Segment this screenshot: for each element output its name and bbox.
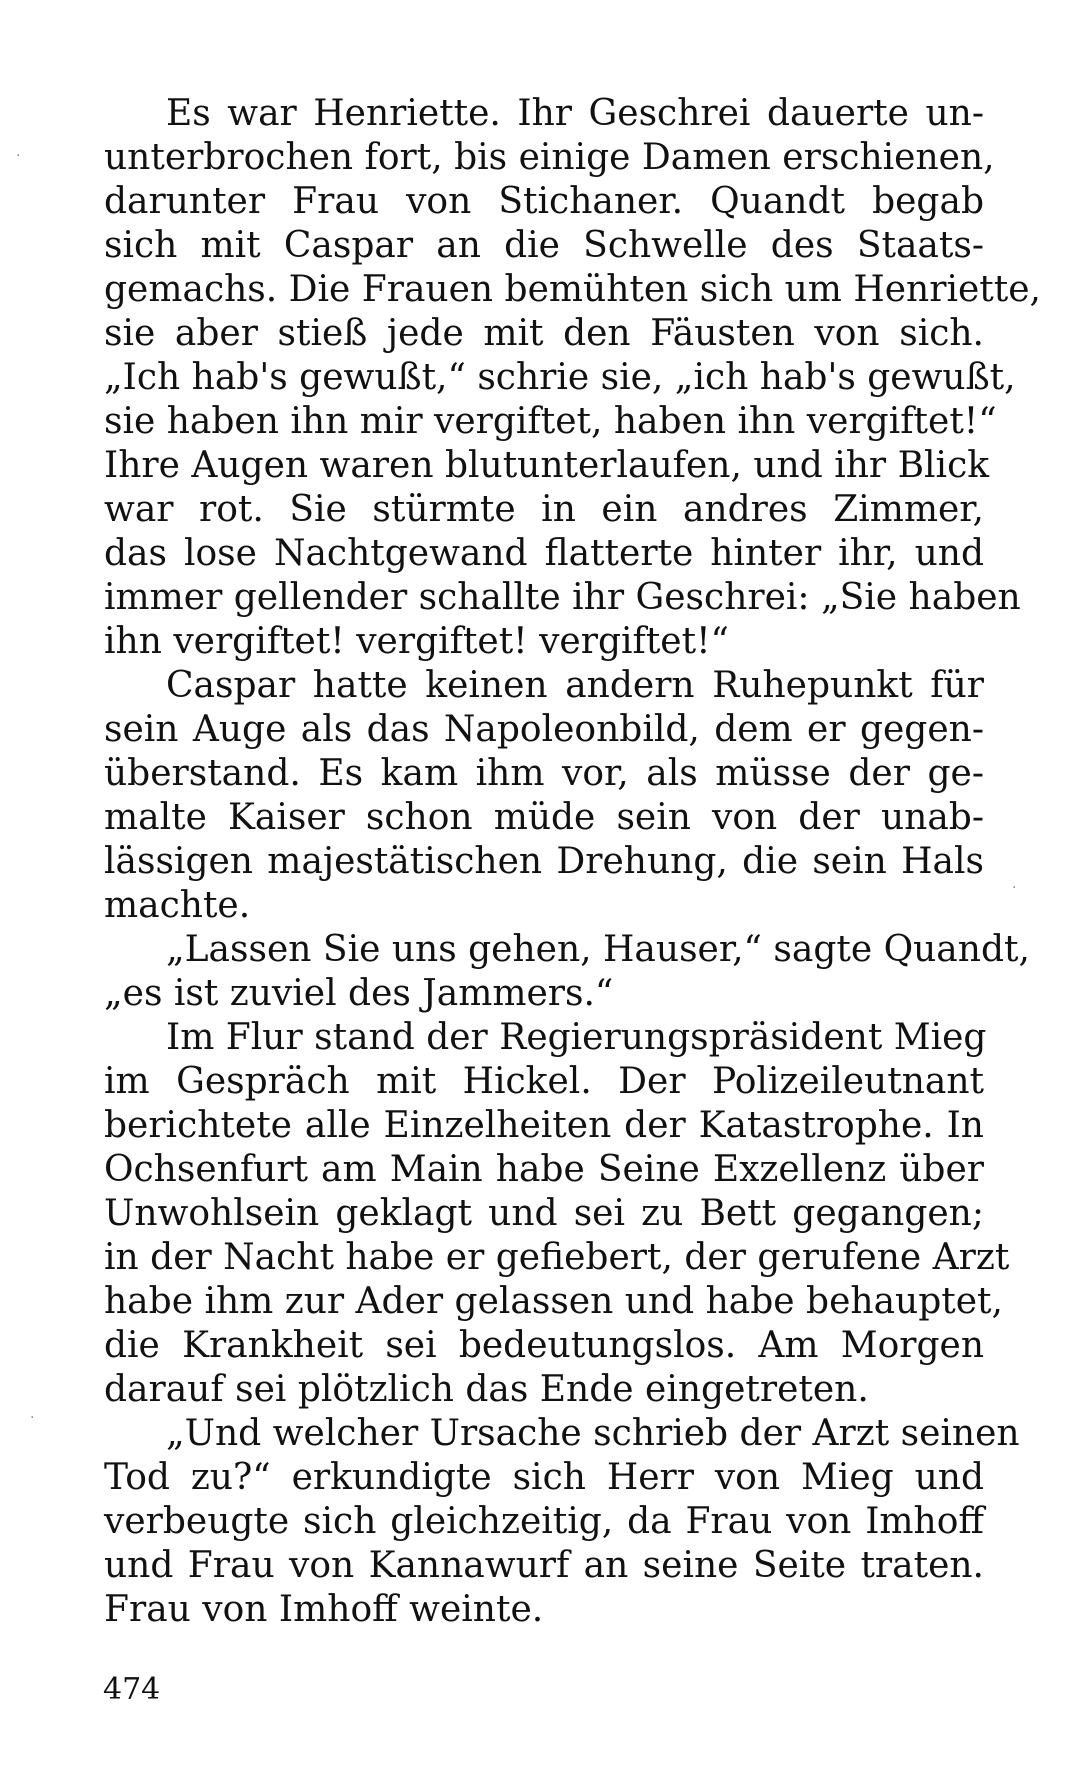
- text-line: Caspar hatte keinen andern Ruhepunkt für: [166, 665, 984, 706]
- text-line: in der Nacht habe er gefiebert, der gerufene Arzt: [104, 1237, 1010, 1278]
- text-line: Im Flur stand der Regierungspräsident Mieg: [166, 1017, 987, 1058]
- text-line: verbeugte sich gleichzeitig, da Frau von Imhoff: [104, 1501, 984, 1542]
- text-line: im Gespräch mit Hickel. Der Polizeileutnant: [104, 1061, 984, 1102]
- text-line: Ihre Augen waren blutunterlaufen, und ihr Blick: [104, 445, 990, 486]
- text-line: sie aber stieß jede mit den Fäusten von sich.: [104, 313, 984, 354]
- text-line: ihn vergiftet! vergiftet! vergiftet!“: [104, 621, 729, 662]
- scan-speck: ·: [30, 1410, 35, 1426]
- text-line: „Ich hab's gewußt,“ schrie sie, „ich hab's gewußt,: [104, 357, 1016, 398]
- text-line: unterbrochen fort, bis einige Damen erschienen,: [104, 137, 995, 178]
- text-line: machte.: [104, 885, 251, 926]
- text-line: gemachs. Die Frauen bemühten sich um Henriette,: [104, 269, 1041, 310]
- scan-speck: ·: [1012, 880, 1017, 896]
- text-line: immer gellender schallte ihr Geschrei: „Sie haben: [104, 577, 1021, 618]
- text-line: und Frau von Kannawurf an seine Seite traten.: [104, 1545, 984, 1586]
- text-line: war rot. Sie stürmte in ein andres Zimmer,: [104, 489, 984, 530]
- text-line: darauf sei plötzlich das Ende eingetreten.: [104, 1369, 869, 1410]
- text-line: überstand. Es kam ihm vor, als müsse der ge-: [104, 753, 984, 794]
- text-line: Frau von Imhoff weinte.: [104, 1589, 544, 1630]
- text-line: berichtete alle Einzelheiten der Katastrophe. In: [104, 1105, 984, 1146]
- text-line: darunter Frau von Stichaner. Quandt begab: [104, 181, 984, 222]
- text-line: Es war Henriette. Ihr Geschrei dauerte un-: [166, 93, 984, 134]
- page-number: 474: [103, 1672, 161, 1707]
- text-line: Tod zu?“ erkundigte sich Herr von Mieg und: [104, 1457, 984, 1498]
- text-line: sie haben ihn mir vergiftet, haben ihn vergiftet!“: [104, 401, 997, 442]
- scan-speck: ·: [16, 148, 21, 164]
- text-line: Unwohlsein geklagt und sei zu Bett gegangen;: [104, 1193, 984, 1234]
- text-line: „Lassen Sie uns gehen, Hauser,“ sagte Quandt,: [166, 929, 1030, 970]
- text-line: „es ist zuviel des Jammers.“: [104, 973, 614, 1014]
- text-line: sich mit Caspar an die Schwelle des Staats-: [104, 225, 984, 266]
- text-line: habe ihm zur Ader gelassen und habe behauptet,: [104, 1281, 1003, 1322]
- text-line: Ochsenfurt am Main habe Seine Exzellenz über: [104, 1149, 984, 1190]
- text-line: malte Kaiser schon müde sein von der unab-: [104, 797, 984, 838]
- text-line: sein Auge als das Napoleonbild, dem er gegen-: [104, 709, 984, 750]
- body-text: [104, 92, 1041, 1632]
- text-line: das lose Nachtgewand flatterte hinter ihr, und: [104, 533, 984, 574]
- text-line: die Krankheit sei bedeutungslos. Am Morgen: [104, 1325, 984, 1366]
- text-line: „Und welcher Ursache schrieb der Arzt seinen: [166, 1413, 1020, 1454]
- text-line: lässigen majestätischen Drehung, die sein Hals: [104, 841, 984, 882]
